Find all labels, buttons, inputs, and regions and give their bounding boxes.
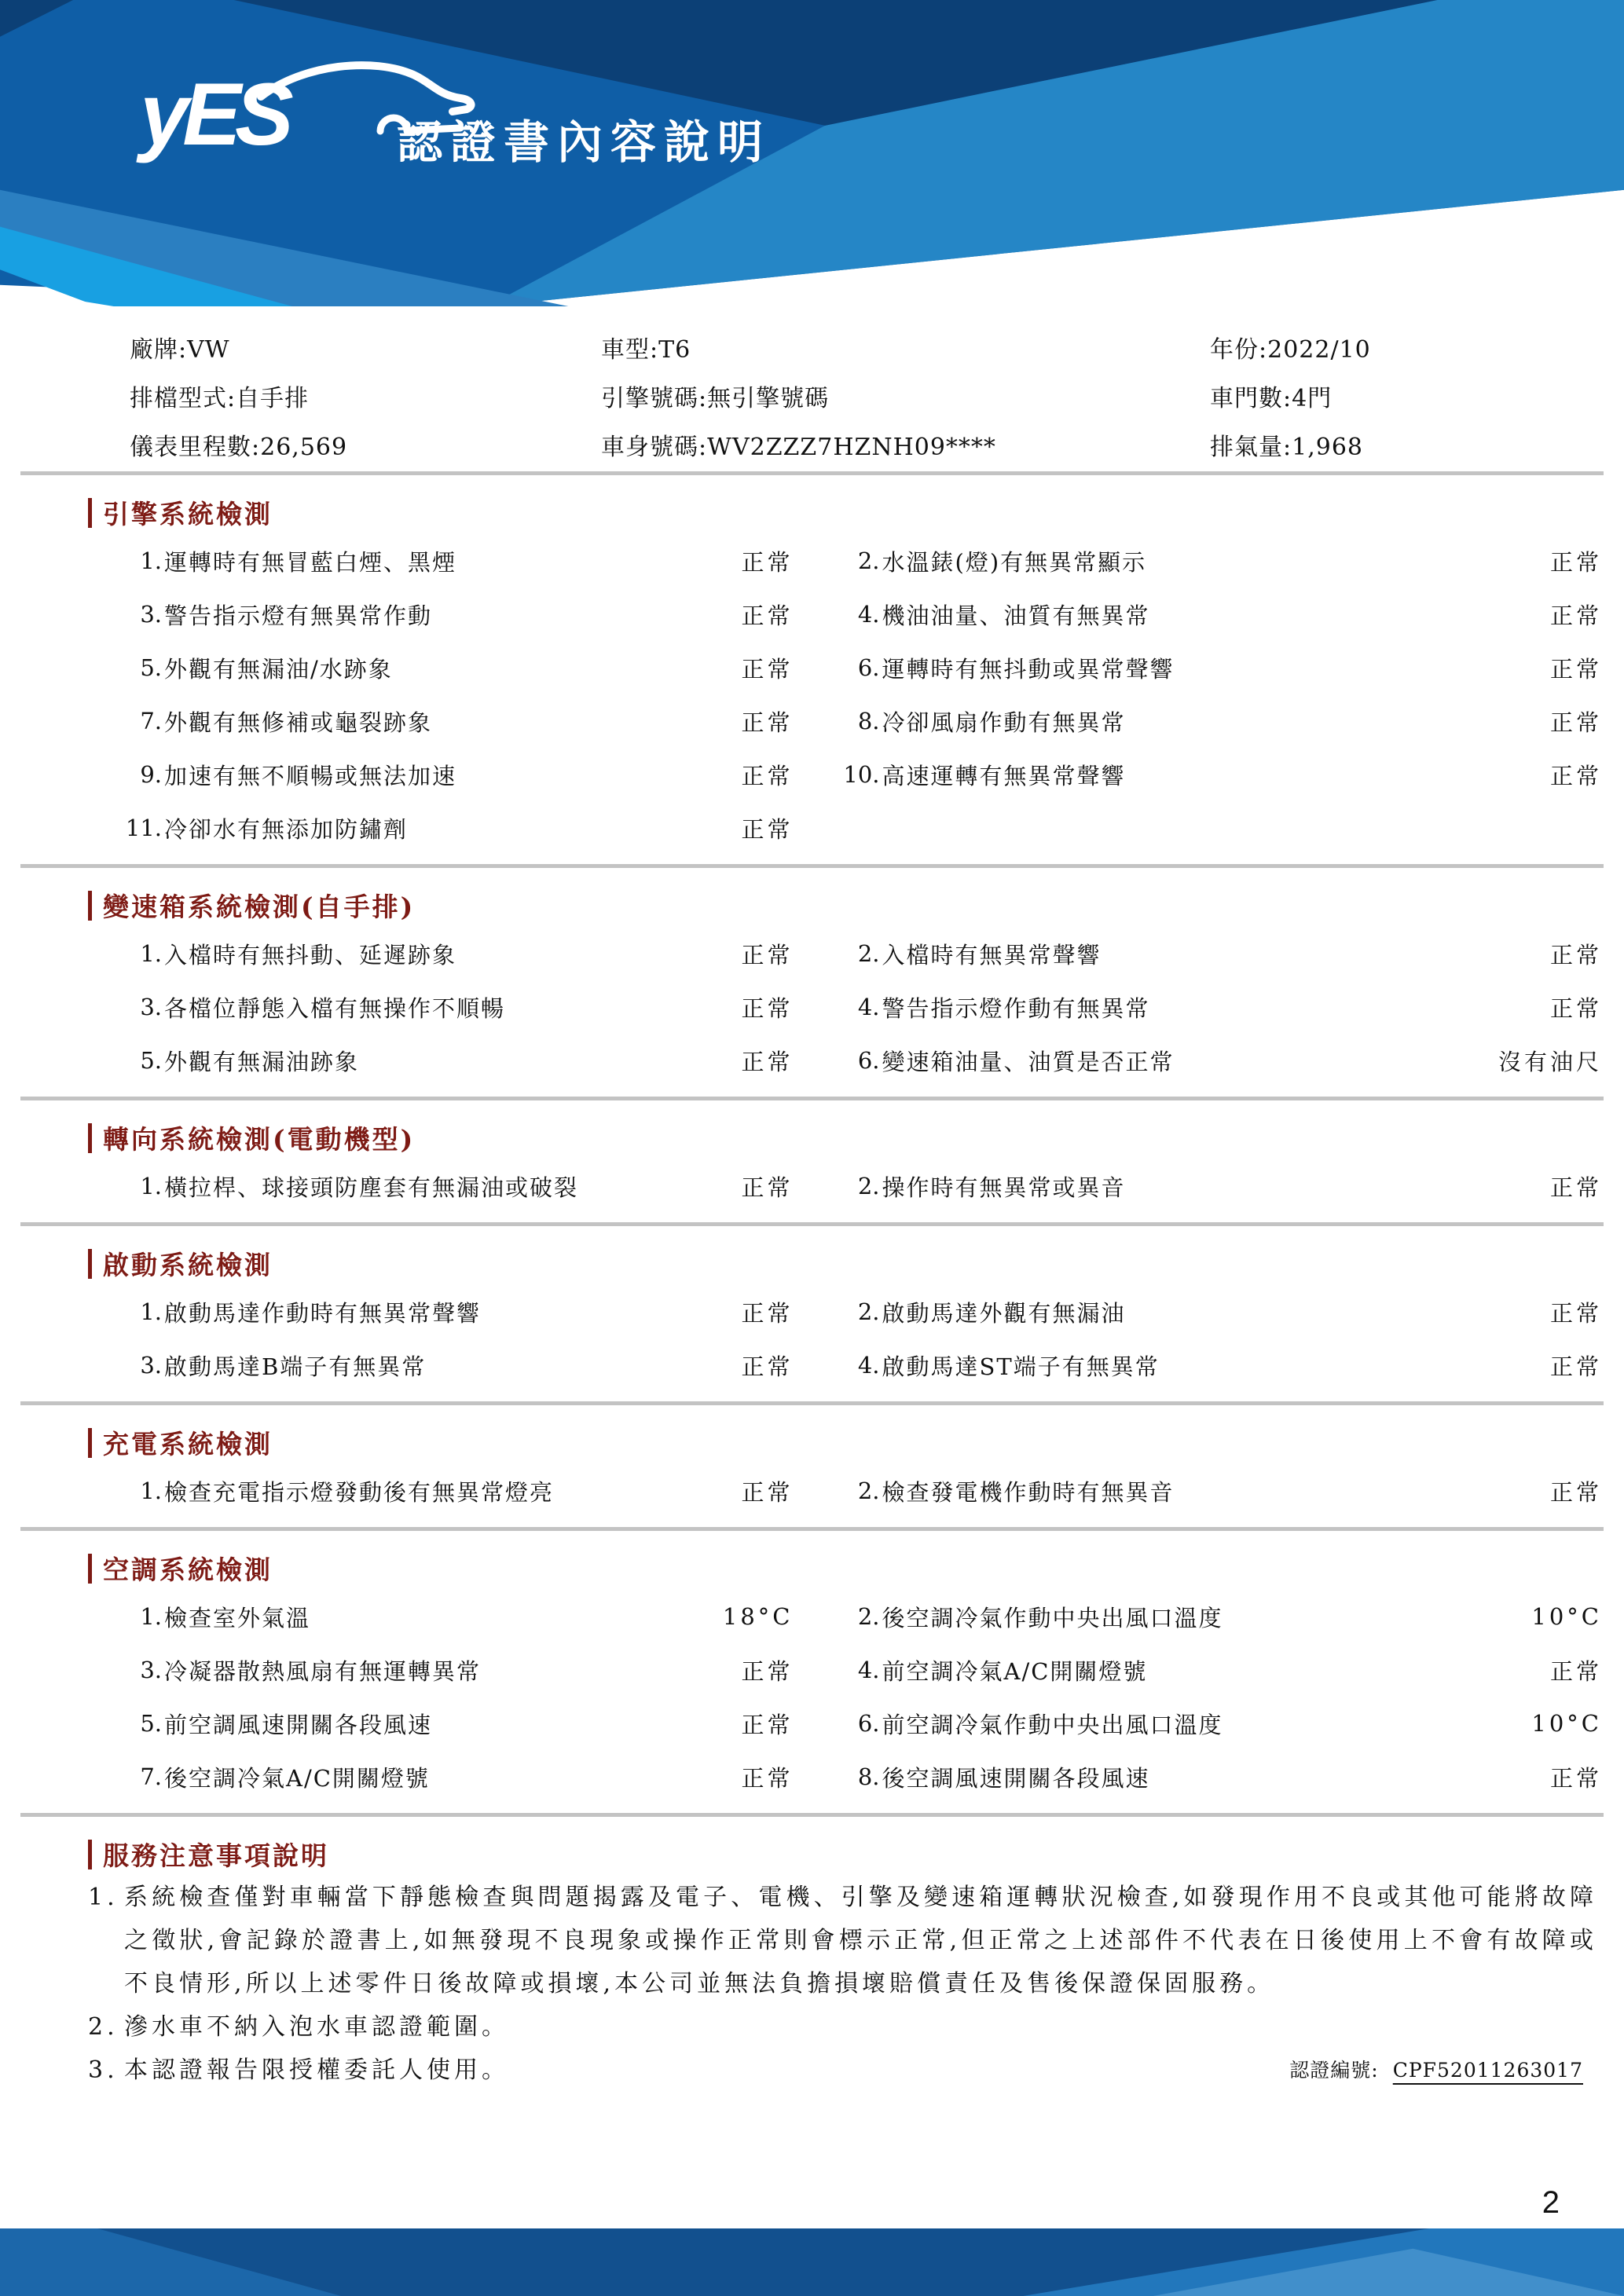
info-transmission: [130, 379, 601, 413]
info-doors-value: 4門: [1292, 385, 1333, 412]
item-status: 正常: [1549, 1764, 1602, 1792]
info-vin-value: WV2ZZZ7HZNH09****: [707, 434, 996, 461]
check-item: [22, 927, 794, 980]
section-title-bar: [88, 1123, 92, 1153]
item-text: 後空調冷氣A/C開關燈號: [164, 1764, 430, 1792]
item-number: 8.: [857, 708, 880, 734]
check-item: [22, 1285, 794, 1338]
service-note: [88, 1876, 1597, 2005]
info-displacement-label: 排氣量:: [1210, 434, 1292, 461]
check-item: [831, 927, 1603, 980]
check-item: [22, 694, 794, 748]
check-item: [831, 1034, 1603, 1087]
item-number: 7.: [140, 708, 162, 734]
item-text: 啟動馬達作動時有無異常聲響: [164, 1299, 482, 1327]
item-number: 6.: [857, 1710, 880, 1737]
item-text: 冷卻水有無添加防鏽劑: [164, 815, 409, 843]
item-status: 正常: [741, 1299, 794, 1327]
item-text: 各檔位靜態入檔有無操作不順暢: [164, 994, 506, 1022]
section-charging: [0, 1424, 1624, 1518]
item-text: 警告指示燈有無異常作動: [164, 602, 433, 629]
item-text: 運轉時有無抖動或異常聲響: [882, 655, 1175, 683]
info-displacement: [1210, 427, 1624, 462]
service-note: [88, 2049, 1597, 2092]
item-status: 正常: [741, 548, 794, 576]
item-status: 正常: [741, 762, 794, 789]
section-title-bar: [88, 1428, 92, 1458]
item-status: 正常: [1549, 655, 1602, 683]
item-status: 正常: [741, 1353, 794, 1380]
item-status: 正常: [1549, 1299, 1602, 1327]
item-text: 檢查室外氣溫: [164, 1604, 311, 1631]
item-status: 正常: [1549, 709, 1602, 736]
section-title-text: 啟動系統檢測: [103, 1250, 273, 1280]
item-status: 正常: [1549, 1657, 1602, 1685]
section-aircon: [0, 1550, 1624, 1803]
item-status: 18°C: [722, 1603, 794, 1630]
check-item: [22, 748, 794, 801]
divider: [20, 471, 1604, 475]
section-title-text: 引擎系統檢測: [103, 499, 273, 529]
info-mileage: [130, 427, 601, 462]
page-number: 2: [1542, 2185, 1560, 2220]
item-text: 橫拉桿、球接頭防塵套有無漏油或破裂: [164, 1174, 579, 1201]
section-items: [22, 927, 1602, 1087]
info-brand: [130, 330, 601, 364]
item-number: 2.: [857, 547, 880, 574]
section-title-bar: [88, 1554, 92, 1584]
item-status: 正常: [1549, 548, 1602, 576]
item-text: 啟動馬達B端子有無異常: [164, 1353, 427, 1380]
service-note: [88, 2005, 1597, 2049]
section-service-notes: [0, 1836, 1624, 2092]
item-status: 10°C: [1531, 1710, 1602, 1737]
info-doors-label: 車門數:: [1210, 385, 1292, 412]
item-number: 2.: [857, 1173, 880, 1199]
check-item: [22, 641, 794, 694]
divider: [20, 1813, 1604, 1817]
note-number: 1.: [88, 1884, 119, 1911]
item-number: 5.: [140, 1047, 162, 1074]
check-item: [22, 1750, 794, 1803]
item-number: 10.: [843, 761, 880, 788]
divider: [20, 1097, 1604, 1100]
item-number: 2.: [857, 1298, 880, 1325]
item-text: 運轉時有無冒藍白煙、黑煙: [164, 548, 457, 576]
notes-title: [88, 1836, 1624, 1873]
item-number: 8.: [857, 1763, 880, 1790]
section-title-text: 變速箱系統檢測(自手排): [103, 892, 416, 922]
item-number: 3.: [140, 1352, 162, 1379]
item-text: 冷卻風扇作動有無異常: [882, 709, 1126, 736]
check-item: [22, 1464, 794, 1518]
item-status: 正常: [741, 1174, 794, 1201]
item-text: 操作時有無異常或異音: [882, 1174, 1126, 1201]
item-number: 3.: [140, 601, 162, 628]
section-title: [88, 494, 1624, 531]
info-model-label: 車型:: [601, 336, 659, 364]
item-number: 7.: [140, 1763, 162, 1790]
divider: [20, 1222, 1604, 1226]
section-title: [88, 1550, 1624, 1587]
item-number: 6.: [857, 654, 880, 681]
item-text: 入檔時有無抖動、延遲跡象: [164, 941, 457, 969]
check-item: [22, 1034, 794, 1087]
check-item: [22, 1338, 794, 1392]
item-text: 外觀有無修補或龜裂跡象: [164, 709, 433, 736]
item-text: 啟動馬達外觀有無漏油: [882, 1299, 1126, 1327]
item-status: 正常: [741, 1764, 794, 1792]
item-status: 10°C: [1531, 1603, 1602, 1630]
check-item: [831, 1643, 1603, 1697]
info-year: [1210, 330, 1624, 364]
item-number: 6.: [857, 1047, 880, 1074]
check-item: [831, 1590, 1603, 1643]
check-item: [831, 641, 1603, 694]
notes-title-text: 服務注意事項說明: [103, 1840, 329, 1871]
item-text: 加速有無不順暢或無法加速: [164, 762, 457, 789]
item-status: 正常: [1549, 1174, 1602, 1201]
item-number: 11.: [125, 815, 162, 841]
divider: [20, 864, 1604, 868]
check-item: [831, 1159, 1603, 1213]
item-text: 水溫錶(燈)有無異常顯示: [882, 548, 1147, 576]
item-status: 正常: [741, 1711, 794, 1738]
section-title-text: 空調系統檢測: [103, 1554, 273, 1585]
info-model-value: T6: [658, 336, 691, 364]
check-item: [831, 1464, 1603, 1518]
check-item: [22, 1697, 794, 1750]
item-text: 外觀有無漏油跡象: [164, 1048, 360, 1075]
section-title-bar: [88, 1249, 92, 1279]
item-status: 正常: [741, 1048, 794, 1075]
check-item: [22, 588, 794, 641]
certificate-number-label: 認證編號:: [1289, 2059, 1379, 2082]
info-engine-no-label: 引擎號碼:: [601, 385, 708, 412]
divider: [20, 1527, 1604, 1531]
item-number: 1.: [140, 1173, 162, 1199]
info-transmission-label: 排檔型式:: [130, 385, 236, 412]
item-number: 4.: [857, 1352, 880, 1379]
item-number: 9.: [140, 761, 162, 788]
item-text: 前空調風速開關各段風速: [164, 1711, 433, 1738]
yes-logo-text: yES: [140, 65, 288, 163]
info-model: [601, 330, 1210, 364]
item-text: 機油油量、油質有無異常: [882, 602, 1150, 629]
info-engine-no-value: 無引擎號碼: [707, 385, 830, 412]
item-text: 警告指示燈作動有無異常: [882, 994, 1150, 1022]
item-status: 正常: [741, 815, 794, 843]
item-status: 正常: [741, 994, 794, 1022]
check-item: [22, 1590, 794, 1643]
item-text: 高速運轉有無異常聲響: [882, 762, 1126, 789]
item-status: 正常: [741, 941, 794, 969]
item-number: 4.: [857, 601, 880, 628]
info-mileage-value: 26,569: [260, 434, 348, 461]
section-title: [88, 1245, 1624, 1282]
certificate-number-value: CPF52011263017: [1392, 2059, 1583, 2082]
item-number: 1.: [140, 1298, 162, 1325]
section-title-bar: [88, 891, 92, 921]
note-text: 本認證報告限授權委託人使用。: [124, 2056, 509, 2084]
item-number: 4.: [857, 1657, 880, 1683]
check-item: [22, 980, 794, 1034]
info-mileage-label: 儀表里程數:: [130, 434, 261, 461]
section-title: [88, 1424, 1624, 1461]
section-title-text: 充電系統檢測: [103, 1429, 273, 1459]
footer-banner: [0, 2228, 1624, 2296]
item-text: 變速箱油量、油質是否正常: [882, 1048, 1175, 1075]
item-number: 3.: [140, 994, 162, 1020]
item-number: 5.: [140, 1710, 162, 1737]
info-vin-label: 車身號碼:: [601, 434, 708, 461]
section-items: [22, 1159, 1602, 1213]
page-title: 認證書內容說明: [397, 117, 772, 168]
item-number: 1.: [140, 940, 162, 967]
item-status: 正常: [1549, 941, 1602, 969]
section-items: [22, 534, 1602, 855]
item-number: 1.: [140, 1478, 162, 1504]
check-item: [831, 588, 1603, 641]
check-item: [22, 1643, 794, 1697]
item-text: 外觀有無漏油/水跡象: [164, 655, 393, 683]
vehicle-info: [130, 330, 1624, 462]
section-title-bar: [88, 498, 92, 528]
item-number: 2.: [857, 1478, 880, 1504]
item-number: 2.: [857, 1603, 880, 1630]
check-item: [831, 980, 1603, 1034]
info-displacement-value: 1,968: [1292, 434, 1363, 461]
item-number: 3.: [140, 1657, 162, 1683]
note-number: 3.: [88, 2056, 119, 2084]
note-number: 2.: [88, 2013, 119, 2041]
item-status: 正常: [741, 1478, 794, 1506]
info-year-value: 2022/10: [1267, 336, 1371, 364]
section-title: [88, 887, 1624, 924]
info-doors: [1210, 379, 1624, 413]
item-text: 冷凝器散熱風扇有無運轉異常: [164, 1657, 482, 1685]
item-status: 正常: [741, 655, 794, 683]
item-number: 1.: [140, 547, 162, 574]
check-item: [831, 748, 1603, 801]
item-number: 1.: [140, 1603, 162, 1630]
info-year-label: 年份:: [1210, 336, 1268, 364]
item-text: 檢查發電機作動時有無異音: [882, 1478, 1175, 1506]
section-engine: [0, 494, 1624, 855]
divider: [20, 1401, 1604, 1405]
item-status: 正常: [1549, 602, 1602, 629]
item-text: 後空調風速開關各段風速: [882, 1764, 1150, 1792]
check-item: [831, 1285, 1603, 1338]
section-items: [22, 1464, 1602, 1518]
section-title-text: 轉向系統檢測(電動機型): [103, 1124, 416, 1155]
item-status: 正常: [1549, 994, 1602, 1022]
item-status: 正常: [741, 1657, 794, 1685]
info-engine-no: [601, 379, 1210, 413]
item-status: 沒有油尺: [1498, 1048, 1602, 1075]
item-text: 檢查充電指示燈發動後有無異常燈亮: [164, 1478, 555, 1506]
item-text: 入檔時有無異常聲響: [882, 941, 1102, 969]
section-steering: [0, 1119, 1624, 1213]
check-item: [831, 1697, 1603, 1750]
section-starter: [0, 1245, 1624, 1392]
info-brand-value: VW: [187, 336, 230, 364]
item-status: 正常: [1549, 1478, 1602, 1506]
check-item: [22, 1159, 794, 1213]
item-text: 後空調冷氣作動中央出風口溫度: [882, 1604, 1223, 1631]
note-text: 滲水車不納入泡水車認證範圍。: [124, 2013, 509, 2041]
item-text: 啟動馬達ST端子有無異常: [882, 1353, 1160, 1380]
item-text: 前空調冷氣A/C開關燈號: [882, 1657, 1148, 1685]
section-items: [22, 1285, 1602, 1392]
check-item: [831, 534, 1603, 588]
item-text: 前空調冷氣作動中央出風口溫度: [882, 1711, 1223, 1738]
item-number: 4.: [857, 994, 880, 1020]
section-items: [22, 1590, 1602, 1803]
check-item: [831, 694, 1603, 748]
info-transmission-value: 自手排: [236, 385, 310, 412]
section-transmission: [0, 887, 1624, 1087]
item-status: 正常: [1549, 762, 1602, 789]
check-item: [831, 1338, 1603, 1392]
section-title: [88, 1119, 1624, 1156]
header-banner: [0, 0, 1624, 306]
item-status: 正常: [1549, 1353, 1602, 1380]
note-text: 系統檢查僅對車輛當下靜態檢查與問題揭露及電子、電機、引擎及變速箱運轉狀況檢查,如發現作用不良或其他可能將故障之徵狀,會記錄於證書上,如無發現不良現象或操作正常則會標示正常,但正常之上述部件不代表在日後使用上不會有故障或不良情形,所以上述零件日後故障或損壞,本公司並無法負擔損壞賠償責任及售後保證保固服務。: [124, 1884, 1597, 1998]
check-item: [22, 534, 794, 588]
item-status: 正常: [741, 709, 794, 736]
item-number: 2.: [857, 940, 880, 967]
certificate-number: [1289, 2049, 1597, 2092]
section-title-bar: [88, 1840, 92, 1869]
check-item: [831, 1750, 1603, 1803]
info-vin: [601, 427, 1210, 462]
item-number: 5.: [140, 654, 162, 681]
check-item: [22, 801, 794, 855]
item-status: 正常: [741, 602, 794, 629]
info-brand-label: 廠牌:: [130, 336, 188, 364]
